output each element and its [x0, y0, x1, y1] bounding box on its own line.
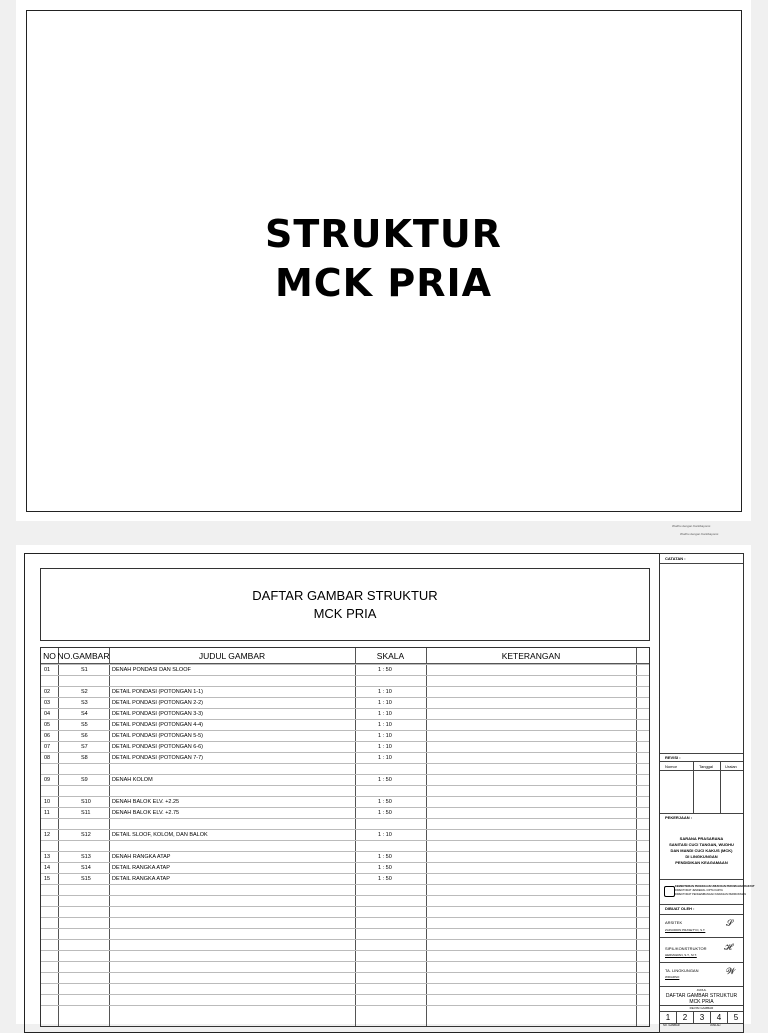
cell-judul-gambar: DETAIL PONDASI (POTONGAN 4-4): [112, 722, 203, 728]
dibuat-rule: [660, 914, 743, 915]
cell-no: 06: [44, 733, 51, 739]
judul-line2: MCK PRIA: [689, 999, 714, 1005]
revisi-rule: [660, 753, 743, 754]
sipil-label: SIPIL/KONSTRUKTOR: [665, 946, 707, 951]
judul-label: JUDUL: [696, 988, 707, 992]
project-line: SANITASI CUCI TANGAN, WUDHU: [669, 842, 734, 847]
cell-judul-gambar: DENAH BALOK ELV. +2.25: [112, 799, 180, 805]
cell-no-gambar: S1: [81, 667, 88, 673]
revisi-number: 2: [677, 1011, 694, 1023]
signature-sipil: 𝓗: [724, 942, 733, 952]
cell-no: 09: [44, 777, 51, 783]
list-title-line1: DAFTAR GAMBAR STRUKTUR: [252, 588, 438, 603]
revisi-col-divider: [693, 761, 694, 813]
cell-skala: 1 : 10: [378, 689, 392, 695]
cell-skala: 1 : 50: [378, 799, 392, 805]
cover-footer-caption: Wudhu dengan Kantibayonsi: [672, 524, 711, 528]
cell-skala: 1 : 10: [378, 832, 392, 838]
cell-no-gambar: S14: [81, 865, 91, 871]
cover-title-line2: MCK PRIA: [274, 261, 493, 305]
cell-judul-gambar: DETAIL PONDASI (POTONGAN 1-1): [112, 689, 203, 695]
cell-skala: 1 : 50: [378, 810, 392, 816]
cell-judul-gambar: DETAIL PONDASI (POTONGAN 7-7): [112, 755, 203, 761]
cell-skala: 1 : 10: [378, 711, 392, 717]
dibuat-oleh-label: DIBUAT OLEH :: [665, 906, 695, 911]
list-title-line2: MCK PRIA: [313, 606, 377, 621]
revisi-number: 1: [660, 1011, 677, 1023]
cover-footer-caption: Wudhu dengan Kantibayonsi: [680, 532, 719, 536]
project-line: SARANA PRASARANA: [679, 836, 724, 841]
revisi-number: 3: [694, 1011, 711, 1023]
cell-skala: 1 : 50: [378, 876, 392, 882]
drawing-list-table: [40, 647, 650, 1027]
no-gambar-label: NO. GAMBAR: [663, 1024, 680, 1027]
cell-skala: 1 : 50: [378, 667, 392, 673]
cell-no: 08: [44, 755, 51, 761]
ministry-line: DIREKTORAT JENDERAL CIPTA KARYA: [675, 889, 723, 892]
sipil-rule: [660, 937, 743, 938]
jumlah-label: JUMLAH: [710, 1024, 721, 1027]
sipil-name: HERMAWAN, S.T., M.T.: [665, 953, 697, 957]
cell-judul-gambar: DENAH KOLOM: [112, 777, 153, 783]
cell-judul-gambar: DETAIL PONDASI (POTONGAN 3-3): [112, 711, 203, 717]
lingkungan-name: WIDARSO: [665, 975, 680, 979]
cell-no-gambar: S8: [81, 755, 88, 761]
cell-no: 12: [44, 832, 51, 838]
revisi-col-divider: [720, 761, 721, 813]
dibuat-rule: [660, 904, 743, 905]
judul-rule: [660, 986, 743, 987]
cell-judul-gambar: DETAIL PONDASI (POTONGAN 2-2): [112, 700, 203, 706]
cell-no-gambar: S3: [81, 700, 88, 706]
arsitek-name: ZAINUDDIN PRASETYO, S.T.: [665, 928, 706, 932]
cell-skala: 1 : 10: [378, 722, 392, 728]
pekerjaan-label: PEKERJAAN :: [665, 815, 693, 820]
cell-no-gambar: S15: [81, 876, 91, 882]
project-line: DAN MANDI CUCI KAKUS (MCK): [670, 848, 733, 853]
list-title-box: [40, 568, 650, 641]
cell-no-gambar: S4: [81, 711, 88, 717]
ministry-logo-icon: [664, 886, 675, 897]
lingkungan-rule: [660, 962, 743, 963]
cell-no-gambar: S10: [81, 799, 91, 805]
ministry-line: DIREKTORAT PENGEMBANGAN KAWASAN PERMUKIMAN: [675, 893, 747, 896]
cell-no-gambar: S9: [81, 777, 88, 783]
header-skala: SKALA: [376, 650, 405, 661]
cell-no: 11: [44, 810, 50, 816]
title-block: [659, 553, 755, 1033]
cell-no: 03: [44, 700, 51, 706]
signature-lingkungan: 𝓦: [726, 966, 736, 976]
cell-no-gambar: S11: [81, 810, 91, 816]
cell-no: 10: [44, 799, 51, 805]
ministry-line: KEMENTERIAN PEKERJAAN UMUM DAN PERUMAHAN RAKYAT: [675, 885, 755, 888]
cell-no-gambar: S2: [81, 689, 88, 695]
project-line: PENDIDIKAN KEAGAMAAN: [675, 860, 728, 865]
table-row: [41, 1005, 649, 1017]
header-no-gambar: NO.GAMBAR: [57, 650, 110, 661]
cover-sheet: [16, 0, 751, 521]
pekerjaan-rule: [660, 813, 743, 814]
cell-skala: 1 : 50: [378, 777, 392, 783]
revisi-number-row: [660, 1011, 743, 1023]
drawing-list-sheet: [16, 545, 755, 1027]
cell-no-gambar: S6: [81, 733, 88, 739]
cell-skala: 1 : 10: [378, 700, 392, 706]
cell-skala: 1 : 10: [378, 744, 392, 750]
lingkungan-label: TA. LINGKUNGAN: [665, 968, 699, 973]
cell-judul-gambar: DETAIL RANGKA ATAP: [112, 865, 170, 871]
revisi-label: REVISI :: [665, 755, 681, 760]
catatan-label: CATATAN :: [665, 556, 686, 561]
cell-skala: 1 : 10: [378, 733, 392, 739]
cell-judul-gambar: DENAH RANGKA ATAP: [112, 854, 171, 860]
cell-judul-gambar: DETAIL PONDASI (POTONGAN 6-6): [112, 744, 203, 750]
cell-no: 13: [44, 854, 51, 860]
arsitek-label: ARSITEK: [665, 920, 683, 925]
cell-no: 01: [44, 667, 51, 673]
cell-no-gambar: S5: [81, 722, 88, 728]
cell-judul-gambar: DETAIL PONDASI (POTONGAN 5-5): [112, 733, 203, 739]
cell-judul-gambar: DENAH BALOK ELV. +2.75: [112, 810, 180, 816]
cover-title-line1: STRUKTUR: [265, 212, 502, 256]
catatan-rule: [660, 563, 743, 564]
cell-no: 15: [44, 876, 51, 882]
revisi-gambar-label: REVISI GAMBAR: [689, 1006, 714, 1010]
cell-judul-gambar: DETAIL RANGKA ATAP: [112, 876, 170, 882]
cell-no: 02: [44, 689, 51, 695]
cell-no-gambar: S7: [81, 744, 88, 750]
judul-line1: DAFTAR GAMBAR STRUKTUR: [665, 993, 738, 999]
cell-judul-gambar: DENAH PONDASI DAN SLOOF: [112, 667, 191, 673]
cell-judul-gambar: DETAIL SLOOF, KOLOM, DAN BALOK: [112, 832, 208, 838]
cell-no: 14: [44, 865, 51, 871]
signature-arsitek: 𝓢: [726, 918, 733, 928]
revisi-col-nomor: Nomor: [665, 764, 678, 769]
revisi-number: 5: [733, 1012, 739, 1022]
cell-skala: 1 : 10: [378, 755, 392, 761]
ministry-rule: [660, 879, 743, 880]
project-line: DI LINGKUNGAN: [685, 854, 718, 859]
revisi-col-uraian: Uraian: [725, 764, 737, 769]
revisi-number: 4: [711, 1011, 728, 1023]
cell-no-gambar: S12: [81, 832, 91, 838]
cell-no-gambar: S13: [81, 854, 91, 860]
cell-no: 05: [44, 722, 51, 728]
header-keterangan: KETERANGAN: [501, 650, 561, 661]
cell-skala: 1 : 50: [378, 854, 392, 860]
revisi-col-tanggal: Tanggal: [699, 764, 714, 769]
revisi-rule: [660, 770, 743, 771]
header-judul-gambar: JUDUL GAMBAR: [198, 650, 266, 661]
revisi-rule: [660, 761, 743, 762]
cell-no: 07: [44, 744, 51, 750]
header-no: NO: [43, 650, 56, 661]
cell-skala: 1 : 50: [378, 865, 392, 871]
cell-no: 04: [44, 711, 51, 717]
